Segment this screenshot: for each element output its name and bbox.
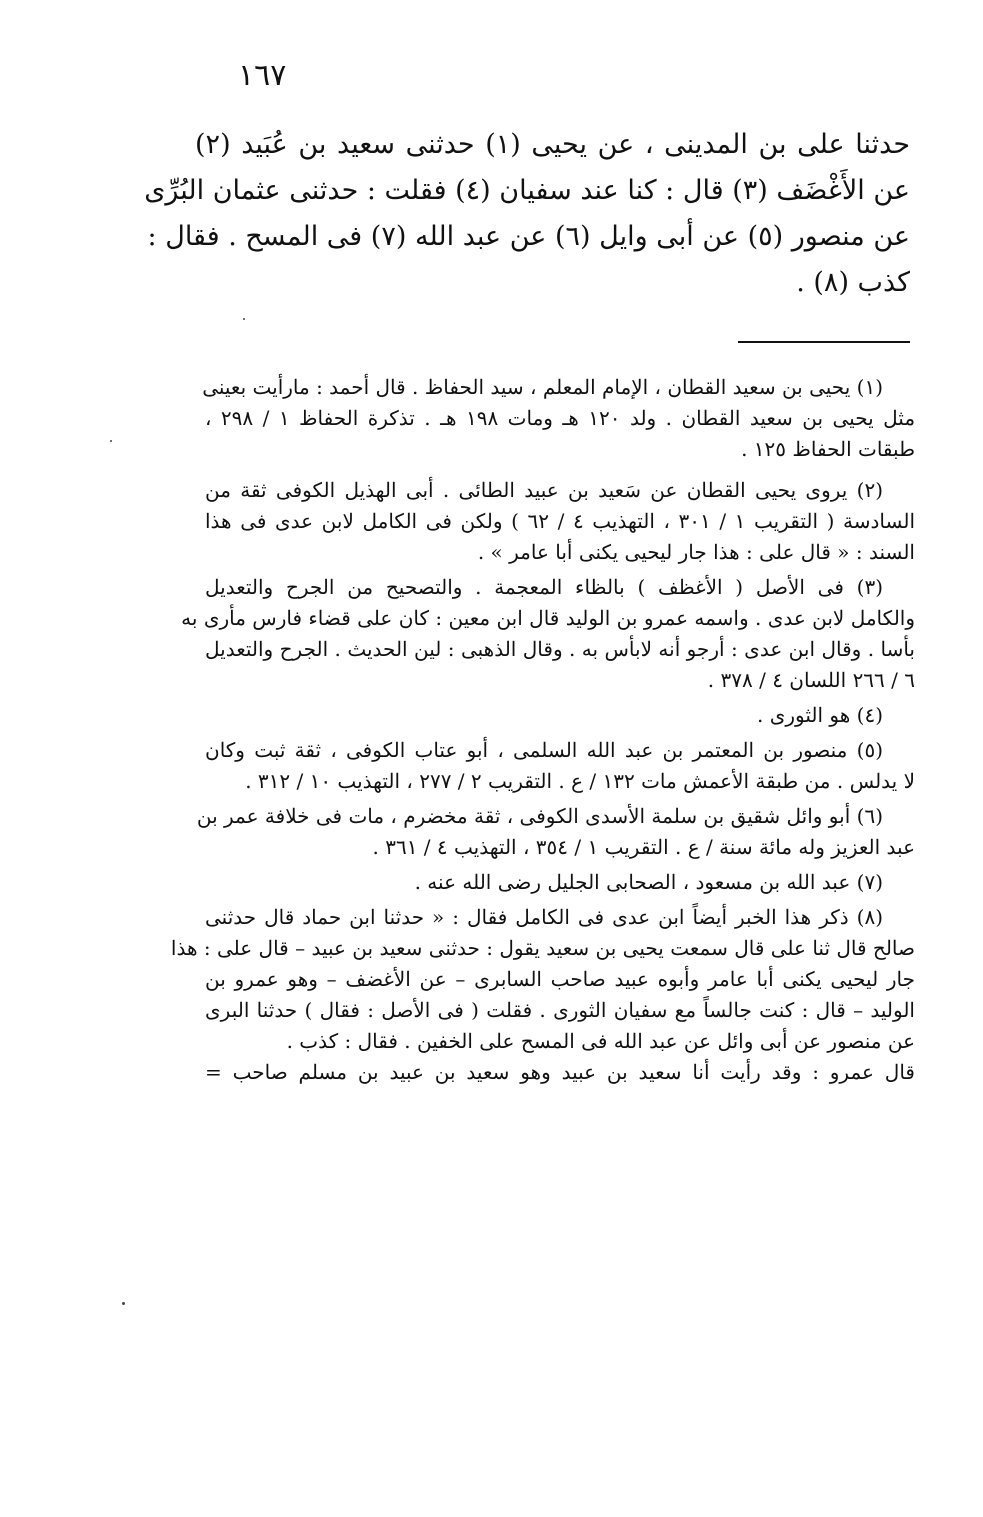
footnote-line: (٦) أبو وائل شقيق بن سلمة الأسدى الكوفى ، ثقة مخضرم ، مات فى خلافة عمر بن [196,804,883,828]
footnote-3 [181,572,915,696]
footnote-line: (٢) يروى يحيى القطان عن سَعيد بن عبيد الطائى . أبى الهذيل الكوفى ثقة من [205,478,883,502]
footnote-line: لا يدلس . من طبقة الأعمش مات ١٣٢ / ع . التقريب ٢ / ٢٧٧ ، التهذيب ١٠ / ٣١٢ . [245,769,915,793]
footnote-1 [202,372,916,465]
footnote-separator [738,341,910,343]
main-text-line: عن الأَغْضَف (٣) قال : كنا عند سفيان (٤) فقلت : حدثنى عثمان البُرِّى [144,175,910,206]
footnote-8 [170,902,915,1088]
footnote-line: طبقات الحفاظ ١٢٥ . [741,437,915,461]
footnote-4 [205,700,915,731]
footnote-line: الوليد – قال : كنت جالساً مع سفيان الثورى . فقلت ( فى الأصل : فقال ) حدثنا البرى [205,998,915,1022]
footnote-line: (٧) عبد الله بن مسعود ، الصحابى الجليل رضى الله عنه . [414,870,883,894]
footnote-line: جار ليحيى يكنى أبا عامر وأبوه عبيد صاحب السابرى – عن الأغضف – وهو عمرو بن [205,967,915,991]
scan-speck [243,318,245,320]
main-text [144,122,911,306]
footnote-line: السادسة ( التقريب ١ / ٣٠١ ، التهذيب ٤ / ٦٢ ) ولكن فى الكامل لابن عدى فى هذا [205,509,916,533]
scan-speck [110,440,112,442]
main-text-line: عن منصور (٥) عن أبى وايل (٦) عن عبد الله (٧) فى المسح . فقال : [147,221,910,252]
footnote-2 [205,475,915,568]
main-text-line: حدثنا على بن المدينى ، عن يحيى (١) حدثنى سعيد بن عُبَيد (٢) [195,129,911,160]
footnote-6 [196,801,915,863]
footnote-line: (٥) منصور بن المعتمر بن عبد الله السلمى ، أبو عتاب الكوفى ، ثقة ثبت وكان [205,738,883,762]
footnote-line: بأسا . وقال ابن عدى : أرجو أنه لابأس به . وقال الذهبى : لين الحديث . الجرح والتعديل [205,637,915,661]
footnote-line: (١) يحيى بن سعيد القطان ، الإمام المعلم ، سيد الحفاظ . قال أحمد : مارأيت بعينى [202,375,883,399]
footnote-line: السند : « قال على : هذا جار ليحيى يكنى أبا عامر » . [477,540,915,564]
page-number: ١٦٧ [238,58,287,93]
footnote-line: عن منصور عن أبى وائل عن عبد الله فى المسح على الخفين . فقال : كذب . [286,1029,915,1053]
footnote-7 [205,867,915,898]
footnote-line: (٣) فى الأصل ( الأغظف ) بالظاء المعجمة . والتصحيح من الجرح والتعديل [205,575,883,599]
footnote-line: ٦ / ٢٦٦ اللسان ٤ / ٣٧٨ . [707,668,915,692]
footnote-line: مثل يحيى بن سعيد القطان . ولد ١٢٠ هـ ومات ١٩٨ هـ . تذكرة الحفاظ ١ / ٢٩٨ ، [205,406,916,430]
footnotes [170,372,916,1092]
scan-speck [122,1302,125,1305]
footnote-line: قال عمرو : وقد رأيت أنا سعيد بن عبيد وهو سعيد بن عبيد بن مسلم صاحب = [205,1060,915,1084]
footnote-line: عبد العزيز وله مائة سنة / ع . التقريب ١ / ٣٥٤ ، التهذيب ٤ / ٣٦١ . [372,835,915,859]
footnote-line: (٨) ذكر هذا الخبر أيضاً ابن عدى فى الكامل فقال : « حدثنا ابن حماد قال حدثنى [205,905,883,929]
footnote-line: والكامل لابن عدى . واسمه عمرو بن الوليد قال ابن معين : كان على قضاء فارس مأرى به [181,606,915,630]
footnote-line: صالح قال ثنا على قال سمعت يحيى بن سعيد يقول : حدثنى سعيد بن عبيد – قال على : هذا [170,936,915,960]
main-text-line: كذب (٨) . [796,267,910,298]
footnote-line: (٤) هو الثورى . [756,703,883,727]
footnote-5 [205,735,915,797]
